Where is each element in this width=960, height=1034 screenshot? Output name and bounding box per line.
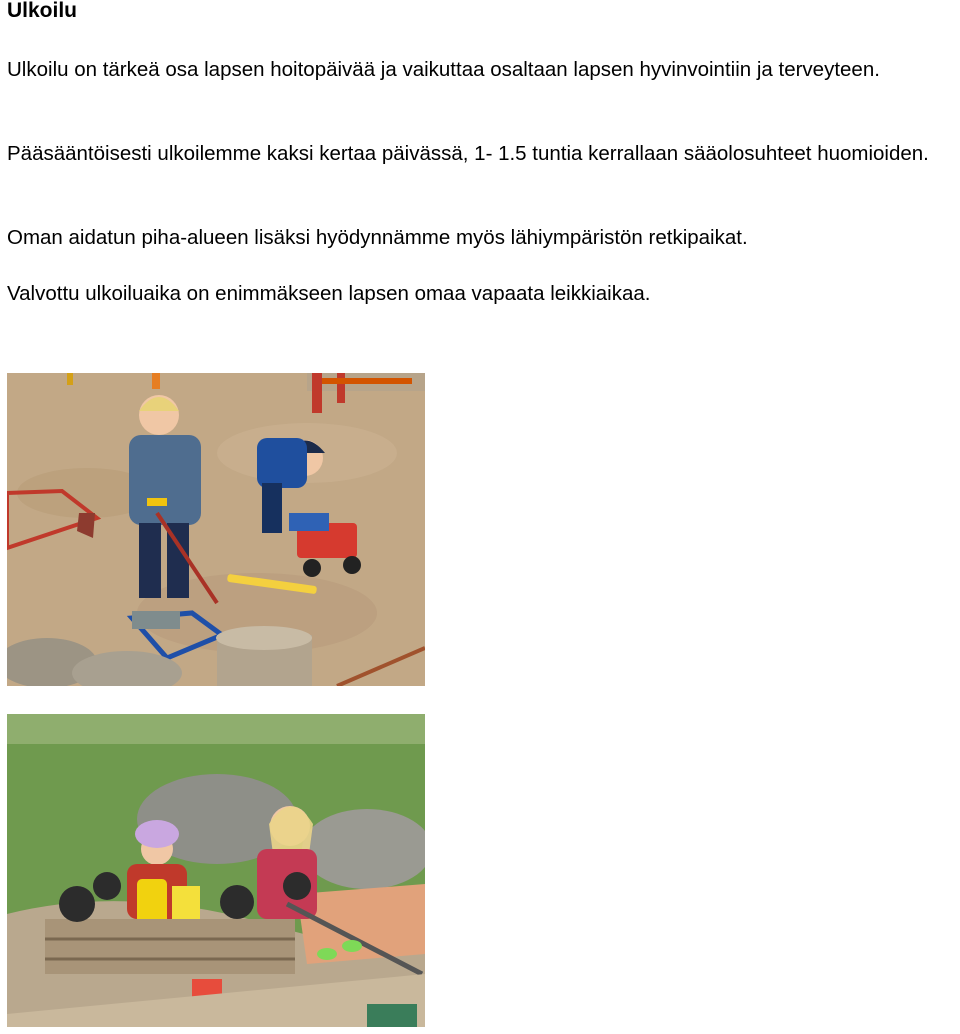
page-title: Ulkoilu: [7, 0, 78, 22]
paragraph-1: Ulkoilu on tärkeä osa lapsen hoitopäivää ja vaikuttaa osaltaan lapsen hyvinvointiin ja terveyteen.: [7, 58, 880, 81]
sandbox-photo-illustration: [7, 373, 425, 686]
playground-photo-illustration: [7, 714, 425, 1027]
paragraph-4: Valvottu ulkoiluaika on enimmäkseen lapsen omaa vapaata leikkiaikaa.: [7, 282, 651, 305]
sandbox-photo: [7, 373, 425, 686]
paragraph-3: Oman aidatun piha-alueen lisäksi hyödynnämme myös lähiympäristön retkipaikat.: [7, 226, 748, 249]
paragraph-2: Pääsääntöisesti ulkoilemme kaksi kertaa päivässä, 1- 1.5 tuntia kerrallaan sääolosuhteet huomioiden.: [7, 142, 929, 165]
playground-photo: [7, 714, 425, 1027]
